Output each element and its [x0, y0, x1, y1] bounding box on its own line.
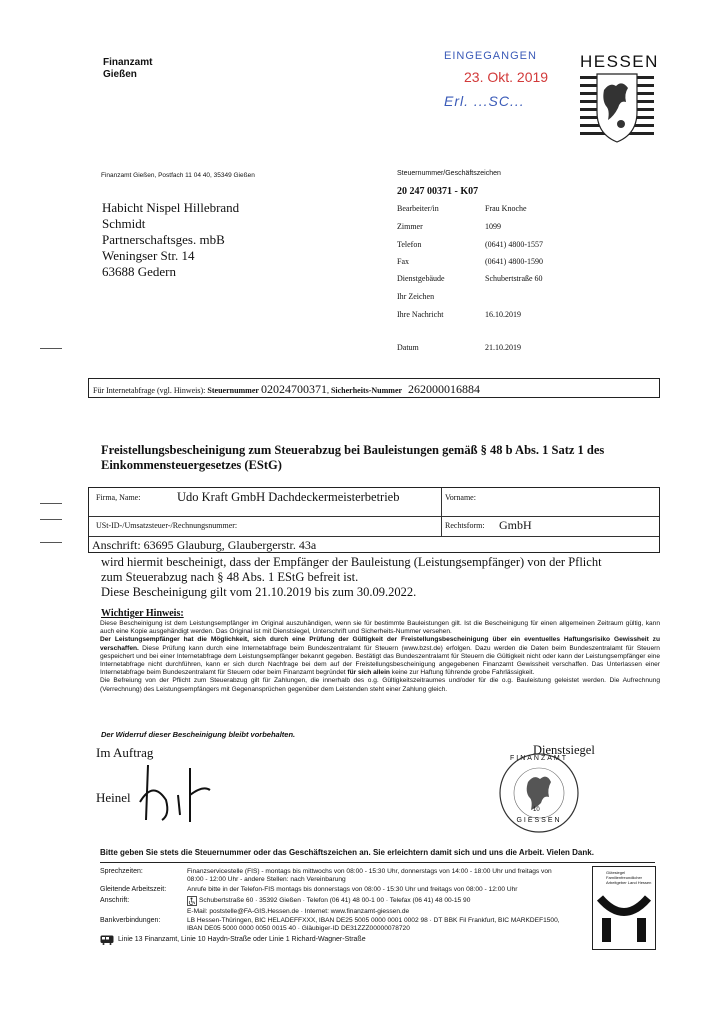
- internet-tax-value: 02024700371: [260, 382, 327, 396]
- office-name: [103, 57, 152, 81]
- received-stamp: [444, 50, 569, 109]
- fold-mark: [40, 519, 62, 520]
- info-value-your-message: 16.10.2019: [485, 310, 521, 319]
- footer-note: Bitte geben Sie stets die Steuernummer oder das Geschäftszeichen an. Sie erleichtern damit sich und uns die Arbeit. Vielen Dank.: [100, 848, 594, 857]
- fold-mark: [40, 503, 62, 504]
- fold-mark: [40, 542, 62, 543]
- legal-form-value: GmbH: [499, 518, 532, 532]
- footer-label-flextime: Gleitende Arbeitszeit:: [100, 886, 167, 893]
- info-label-date: Datum: [397, 343, 419, 352]
- fold-mark: [40, 348, 62, 349]
- internet-tax-label: Steuernummer: [207, 386, 259, 395]
- info-value-date: 21.10.2019: [485, 343, 521, 352]
- internet-query-box: [88, 378, 660, 398]
- info-value-phone: (0641) 4800-1557: [485, 240, 543, 249]
- address-value: 63695 Glauburg, Glaubergerstr. 43a: [143, 538, 317, 552]
- employer-seal: [592, 866, 656, 950]
- state-name: HESSEN: [580, 52, 659, 71]
- bus-icon: [100, 935, 114, 945]
- wheelchair-icon: [187, 896, 197, 906]
- internet-query-line: Für Internetabfrage (vgl. Hinweis): Steuernummer 02024700371, Sicherheits-Nummer 262000016884: [93, 382, 481, 396]
- internet-sec-label: Sicherheits-Nummer: [330, 386, 403, 395]
- notice-p2-bold: Der Leistungsempfänger hat die Möglichkeit, sich durch eine Prüfung der Gültigkeit der Freistellungsbescheinigung über ein eventuelles Haftungsrisiko Gewissheit zu verschaffen.: [100, 636, 660, 652]
- legal-form-label: Rechtsform:: [445, 521, 485, 530]
- recipient-line1: Habicht Nispel Hillebrand: [102, 200, 240, 215]
- info-label-fax: Fax: [397, 257, 409, 266]
- footer-label-bank: Bankverbindungen:: [100, 917, 161, 924]
- footer-value-flextime: Anrufe bitte in der Telefon-FIS montags bis donnerstags von 08:00 - 15:30 Uhr und freitags von 08:00 - 12:00 Uhr: [187, 886, 518, 893]
- notice-p1: Diese Bescheinigung ist dem Leistungsempfänger im Original auszuhändigen, wenn sie für bestimmte Bauleistungen gilt. Ist die Bescheinigung für einen allgemeinen Zeitraum gültig, kann auch eine Kopie ausgehändigt werden. Das Original ist mit Dienstsiegel, Unterschrift und Sicherheits-Nummer versehen.: [100, 620, 660, 636]
- recipient-line2: Schmidt: [102, 216, 146, 231]
- recipient-address: [102, 200, 239, 280]
- seal-text-top: FINANZAMT: [509, 755, 569, 762]
- office-line1: Finanzamt: [103, 57, 153, 68]
- info-label-your-message: Ihre Nachricht: [397, 310, 444, 319]
- stamp-date: 23. Okt. 2019: [464, 69, 549, 85]
- stamp-note: Erl. ...SC...: [444, 93, 525, 109]
- footer-divider: [100, 862, 655, 863]
- form-vertical-divider: [441, 488, 442, 536]
- internet-sec-value: 262000016884: [408, 382, 481, 396]
- footer-label-address: Anschrift:: [100, 897, 130, 904]
- info-label-clerk: Bearbeiter/in: [397, 204, 439, 213]
- info-value-fax: (0641) 4800-1590: [485, 257, 543, 266]
- notice-p2: Diese Prüfung kann durch eine Internetabfrage beim Bundeszentralamt für Steuern (www.bzst.de) erfolgen. Dazu werden die Daten beim Bundeszentralamt für Steuern gespeichert und bei einer Internetabfrage dem Leistungsempfänger bekannt gegeben. Bestätigt das Bundeszentralamt für Steuern die Gültigkeit nicht oder kann der Leistungsempfänger eine Internetabfrage nicht durchführen, kann er sich durch Nachfrage bei dem auf der Freistellungsbescheinigung angegebenen Finanzamt Gewissheit verschaffen. Das Unterlassen einer Internetabfrage beim Bundeszentralamt für Steuern oder beim Finanzamt begründet: [100, 644, 660, 677]
- info-label-your-ref: Ihr Zeichen: [397, 292, 435, 301]
- form-divider: [89, 536, 659, 537]
- info-label-room: Zimmer: [397, 222, 423, 231]
- tax-number-label: Steuernummer/Geschäftszeichen: [397, 170, 501, 177]
- seal-text-bottom: GIESSEN: [516, 817, 562, 824]
- statement-line1: wird hiermit bescheinigt, dass der Empfänger der Bauleistung (Leistungsempfänger) von der Pflicht: [101, 555, 602, 569]
- notice-heading: Wichtiger Hinweis:: [101, 608, 184, 619]
- firm-label: Firma, Name:: [96, 493, 141, 502]
- notice-p2-end: keine zur Haftung führende grobe Fahrlässigkeit.: [391, 669, 535, 677]
- info-label-building: Dienstgebäude: [397, 274, 445, 283]
- by-order: Im Auftrag: [96, 745, 154, 760]
- first-name-label: Vorname:: [445, 493, 476, 502]
- notice-p2-bold2: für sich allein: [347, 669, 390, 677]
- info-value-clerk: Frau Knoche: [485, 204, 527, 213]
- handwritten-signature-icon: [118, 760, 218, 830]
- notice-reservation: Der Widerruf dieser Bescheinigung bleibt vorbehalten.: [101, 730, 296, 739]
- statement-line3: Diese Bescheinigung gilt vom 21.10.2019 bis zum 30.09.2022.: [101, 585, 417, 599]
- address-label: Anschrift:: [92, 538, 141, 552]
- sender-line: Finanzamt Gießen, Postfach 11 04 40, 35349 Gießen: [101, 172, 255, 179]
- recipient-line5: 63688 Gedern: [102, 264, 177, 279]
- tax-number: 20 247 00371 - K07: [397, 186, 479, 197]
- statement: [101, 555, 602, 600]
- footer-value-address: Schubertstraße 60 · 35392 Gießen · Telefon (06 41) 48 00-1 00 · Telefax (06 41) 48 00-15 90: [199, 897, 471, 904]
- info-label-phone: Telefon: [397, 240, 422, 249]
- hessen-logo: [580, 52, 659, 149]
- info-value-building: Schubertstraße 60: [485, 274, 543, 283]
- footer-value-contact: E-Mail: poststelle@FA-GIS.Hessen.de · Internet: www.finanzamt-giessen.de: [187, 908, 410, 915]
- statement-line2: zum Steuerabzug nach § 48 Abs. 1 EStG befreit ist.: [101, 570, 359, 584]
- address-line: [92, 538, 316, 553]
- seal-label: Dienstsiegel: [533, 743, 595, 757]
- official-seal: [498, 752, 580, 834]
- recipient-line3: Partnerschaftsges. mbB: [102, 232, 225, 247]
- stamp-received: EINGEGANGEN: [444, 50, 537, 62]
- document-title: Freistellungsbescheinigung zum Steuerabzug bei Bauleistungen gemäß § 48 b Abs. 1 Satz 1 des Einkommensteuergesetzes (EStG): [101, 443, 605, 472]
- notice-body: [100, 620, 660, 694]
- footer-value-hours: Finanzservicestelle (FIS) - montags bis mittwochs von 08:00 - 15:30 Uhr, donnerstags von 14:00 - 18:00 Uhr und freitags von 08:00 - 12:00 Uhr - andere Stellen: nach Vereinbarung: [187, 868, 552, 883]
- info-value-room: 1099: [485, 222, 501, 231]
- footer-label-hours: Sprechzeiten:: [100, 868, 143, 875]
- hessen-coat-of-arms-icon: [580, 72, 654, 144]
- firm-value: Udo Kraft GmbH Dachdeckermeisterbetrieb: [177, 490, 400, 504]
- transit-info: Linie 13 Finanzamt, Linie 10 Haydn-Straße oder Linie 1 Richard-Wagner-Straße: [118, 936, 366, 943]
- office-line2: Gießen: [103, 69, 137, 80]
- seal-number: 10: [533, 807, 540, 813]
- signer-name: Heinel: [96, 790, 131, 805]
- notice-p3: Die Befreiung von der Pflicht zum Steuerabzug gilt für Zahlungen, die innerhalb des o.g. Gültigkeitszeitraumes und/oder für die o.g. Bauleistung geleistet werden. Die Aufrechnung (Verrechnung) des Leistungsempfängers mit Gegenansprüchen gegenüber dem Leistenden steht einer Zahlung gleich.: [100, 677, 660, 693]
- ust-label: USt-ID-/Umsatzsteuer-/Rechnungsnummer:: [96, 521, 238, 530]
- footer-value-bank: LB Hessen-Thüringen, BIC HELADEFFXXX, IBAN DE25 5005 0000 0001 0002 98 · DT BBK Fil Frankfurt, BIC MARKDEF1500, IBAN DE05 5000 0000 0050 0015 40 · Gläubiger-ID DE31ZZZ00000078720: [187, 917, 560, 932]
- form-box: [88, 487, 660, 553]
- internet-query-prefix: Für Internetabfrage (vgl. Hinweis):: [93, 386, 208, 395]
- form-divider: [89, 516, 659, 517]
- recipient-line4: Weningser Str. 14: [102, 248, 195, 263]
- employer-seal-text: Gütesiegel Familienfreundlicher Arbeitgeber Land Hessen: [606, 870, 652, 885]
